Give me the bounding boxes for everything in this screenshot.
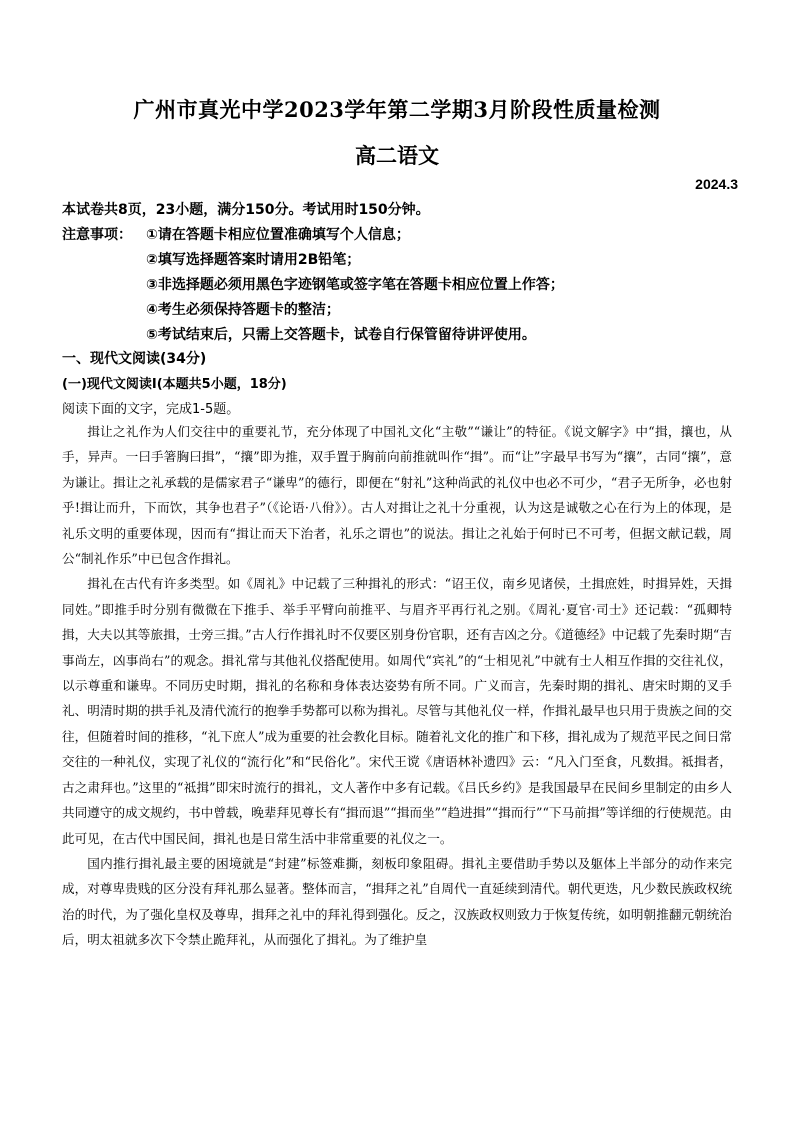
reading-instruction: 阅读下面的文字，完成1-5题。 [62, 402, 240, 417]
exam-subject: 高二语文 [355, 143, 439, 168]
notes-label: 注意事项： [62, 227, 132, 243]
reading-passage [62, 419, 732, 953]
note-item-3: ③非选择题必须用黑色字迹钢笔或签字笔在答题卡相应位置上作答； [146, 277, 564, 293]
passage-paragraph-1: 揖让之礼作为人们交往中的重要礼节，充分体现了中国礼文化“主敬”“谦让”的特征。《说文解字》中“揖，攘也，从手，异声。一曰手箸胸曰揖”，“攘”即为推，双手置于胸前向前推就叫作“揖”。而“让”字最早书写为“攘”，古同“攘”，意为谦让。揖让之礼承载的是儒家君子“谦卑”的德行，即便在“射礼”这种尚武的礼仪中也必不可少，“君子无所争，必也射乎!揖让而升，下而饮，其争也君子”（《论语·八佾》）。古人对揖让之礼十分重视，认为这是诚敬之心在行为上的体现，是礼乐文明的重要体现，因而有“揖让而天下治者，礼乐之谓也”的说法。揖让之礼始于何时已不可考，但据文献记载，周公“制礼作乐”中已包含作揖礼。 [62, 424, 732, 567]
note-item-5: ⑤考试结束后，只需上交答题卡，试卷自行保管留待讲评使用。 [146, 327, 536, 343]
exam-date: 2024.3 [695, 176, 738, 192]
section-heading: 一、现代文阅读(34分) [62, 351, 207, 367]
exam-summary: 本试卷共8页，23小题，满分150分。考试用时150分钟。 [62, 202, 430, 218]
passage-paragraph-3: 国内推行揖礼最主要的困境就是“封建”标签难撕，刻板印象阻碍。揖礼主要借助手势以及躯体上半部分的动作来完成，对尊卑贵贱的区分没有拜礼那么显著。整体而言，“揖拜之礼”自周代一直延续到清代。朝代更迭，凡少数民族政权统治的时代，为了强化皇权及尊卑，揖拜之礼中的拜礼得到强化。反之，汉族政权则致力于恢复传统，如明朝推翻元朝统治后，明太祖就多次下令禁止跪拜礼，从而强化了揖礼。为了维护皇 [62, 855, 732, 948]
exam-title: 广州市真光中学2023学年第二学期3月阶段性质量检测 [133, 97, 661, 122]
note-item-2: ②填写选择题答案时请用2B铅笔； [146, 252, 361, 268]
passage-paragraph-2: 揖礼在古代有许多类型。如《周礼》中记载了三种揖礼的形式：“诏王仪，南乡见诸侯，土揖庶姓，时揖异姓，天揖同姓。”即推手时分别有微微在下推手、举手平臂向前推平、与眉齐平再行礼之别。《周礼·夏官·司士》还记载：“孤卿特揖，大夫以其等旅揖，士旁三揖。”古人行作揖礼时不仅要区别身份官职，还有吉凶之分。《道德经》中记载了先秦时期“吉事尚左，凶事尚右”的观念。揖礼常与其他礼仪搭配使用。如周代“宾礼”的“士相见礼”中就有士人相互作揖的交往礼仪，以示尊重和谦卑。不同历史时期，揖礼的名称和身体表达姿势有所不同。广义而言，先秦时期的揖礼、唐宋时期的叉手礼、明清时期的拱手礼及清代流行的抱拳手势都可以称为揖礼。尽管与其他礼仪一样，作揖礼最早也只用于贵族之间的交往，但随着时间的推移，“礼下庶人”成为重要的社会教化目标。随着礼文化的推广和下移，揖礼成为了规范平民之间日常交往的一种礼仪，实现了礼仪的“流行化”和“民俗化”。宋代王谠《唐语林补遗四》云：“凡入门至食，凡数揖。祗揖者，古之肃拜也。”这里的“祗揖”即宋时流行的揖礼，文人著作中多有记载。《吕氏乡约》是我国最早在民间乡里制定的由乡人共同遵守的成文规约，书中曾载，晚辈拜见尊长有“揖而退”“揖而坐”“趋进揖”“揖而行”“下马前揖”等详细的行使规范。由此可见，在古代中国民间，揖礼也是日常生活中非常重要的礼仪之一。 [62, 576, 732, 846]
note-item-4: ④考生必须保持答题卡的整洁； [146, 302, 340, 318]
note-item-1: ①请在答题卡相应位置准确填写个人信息； [146, 227, 410, 243]
section-subheading: (一)现代文阅读Ⅰ(本题共5小题，18分) [62, 377, 287, 392]
